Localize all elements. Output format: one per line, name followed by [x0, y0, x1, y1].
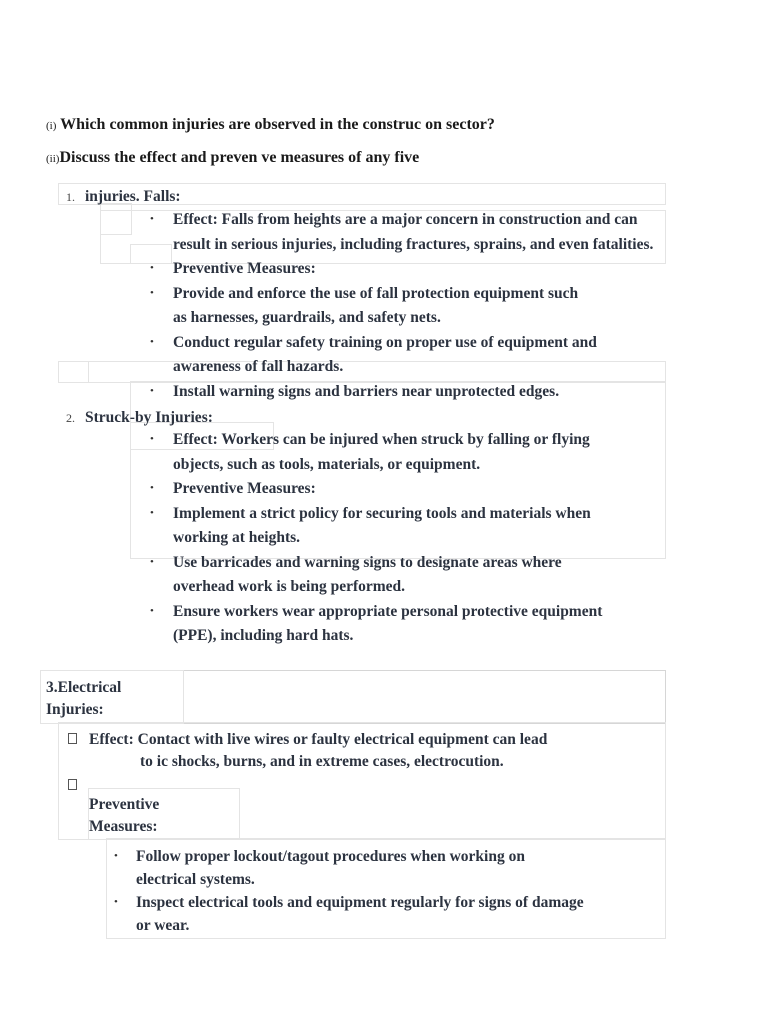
list-item-text: Inspect electrical tools and equipment regularly for signs of damage [136, 894, 584, 911]
list-item-text: overhead work is being performed. [173, 578, 406, 595]
pm-label: Measures: [89, 818, 158, 835]
section-title: 3.Electrical [46, 679, 122, 696]
preventive-measures-heading [89, 794, 159, 838]
list-number: 1. [66, 190, 75, 204]
pm-label: Preventive [89, 796, 160, 813]
bullet-icon: • [150, 555, 154, 568]
effect-text: Contact with live wires or faulty electrical equipment can lead [137, 731, 548, 748]
list-item-text: (PPE), including hard hats. [173, 627, 354, 644]
list-item-text: Install warning signs and barriers near unprotected edges. [173, 382, 560, 400]
list-item-text: result in serious injuries, including fractures, sprains, and even fatalities. [173, 235, 654, 253]
list-item-text: Preventive Measures: [173, 480, 316, 497]
bullet-icon: • [150, 262, 154, 274]
bullet-icon: • [150, 482, 154, 494]
effect-paragraph [89, 729, 547, 773]
bullet-icon: • [150, 384, 154, 397]
bullet-icon: • [150, 506, 154, 519]
bullet-icon: • [150, 213, 154, 225]
checkbox-placeholder-icon [68, 733, 77, 744]
section-3-heading [46, 677, 121, 721]
list-item-text: electrical systems. [136, 871, 255, 888]
section-title: Struck-by Injuries: [85, 409, 213, 426]
effect-text: to ic shocks, burns, and in extreme cases, electrocution. [140, 753, 504, 770]
list-item-text: Effect: Workers can be injured when struck by falling or flying [173, 431, 590, 448]
layout-box [130, 244, 172, 264]
list-item-text: as harnesses, guardrails, and safety nets. [173, 309, 441, 326]
bullet-icon: • [114, 896, 118, 908]
list-item-text: Conduct regular safety training on proper use of equipment and [173, 333, 597, 351]
list-item-text: Provide and enforce the use of fall protection equipment such [173, 284, 579, 302]
question-ii [46, 149, 419, 167]
bullet-icon: • [150, 433, 154, 445]
list-item-text: working at heights. [173, 529, 301, 546]
question-marker: (i) [46, 120, 57, 132]
list-item-text: or wear. [136, 917, 190, 934]
list-item-text: Use barricades and warning signs to designate areas where [173, 553, 562, 571]
list-item-text: awareness of fall hazards. [173, 358, 344, 375]
checkbox-placeholder-icon [68, 779, 77, 790]
list-item-text: Preventive Measures: [173, 260, 316, 277]
section-1-heading [66, 185, 181, 209]
question-text: Discuss the effect and preven ve measures of any five [59, 149, 420, 166]
question-marker: (ii) [46, 153, 60, 165]
section-title: Injuries: [46, 701, 104, 718]
bullet-icon: • [150, 604, 154, 617]
effect-label: Effect: [89, 731, 134, 748]
list-number: 2. [66, 411, 75, 425]
list-item-text: objects, such as tools, materials, or equipment. [173, 455, 481, 473]
question-text: Which common injuries are observed in the construc on sector? [60, 116, 495, 133]
list-item-text: Ensure workers wear appropriate personal protective equipment [173, 602, 603, 620]
list-item-text: Effect: Falls from heights are a major concern in construction and can [173, 211, 638, 228]
bullet-icon: • [150, 335, 154, 348]
list-item-text: Follow proper lockout/tagout procedures when working on [136, 848, 525, 865]
bullet-icon: • [114, 850, 118, 862]
section-title: injuries. Falls: [85, 188, 181, 205]
list-item-text: Implement a strict policy for securing tools and materials when [173, 504, 591, 522]
bullet-icon: • [150, 286, 154, 299]
section-2-heading [66, 406, 213, 430]
question-i [46, 116, 495, 134]
